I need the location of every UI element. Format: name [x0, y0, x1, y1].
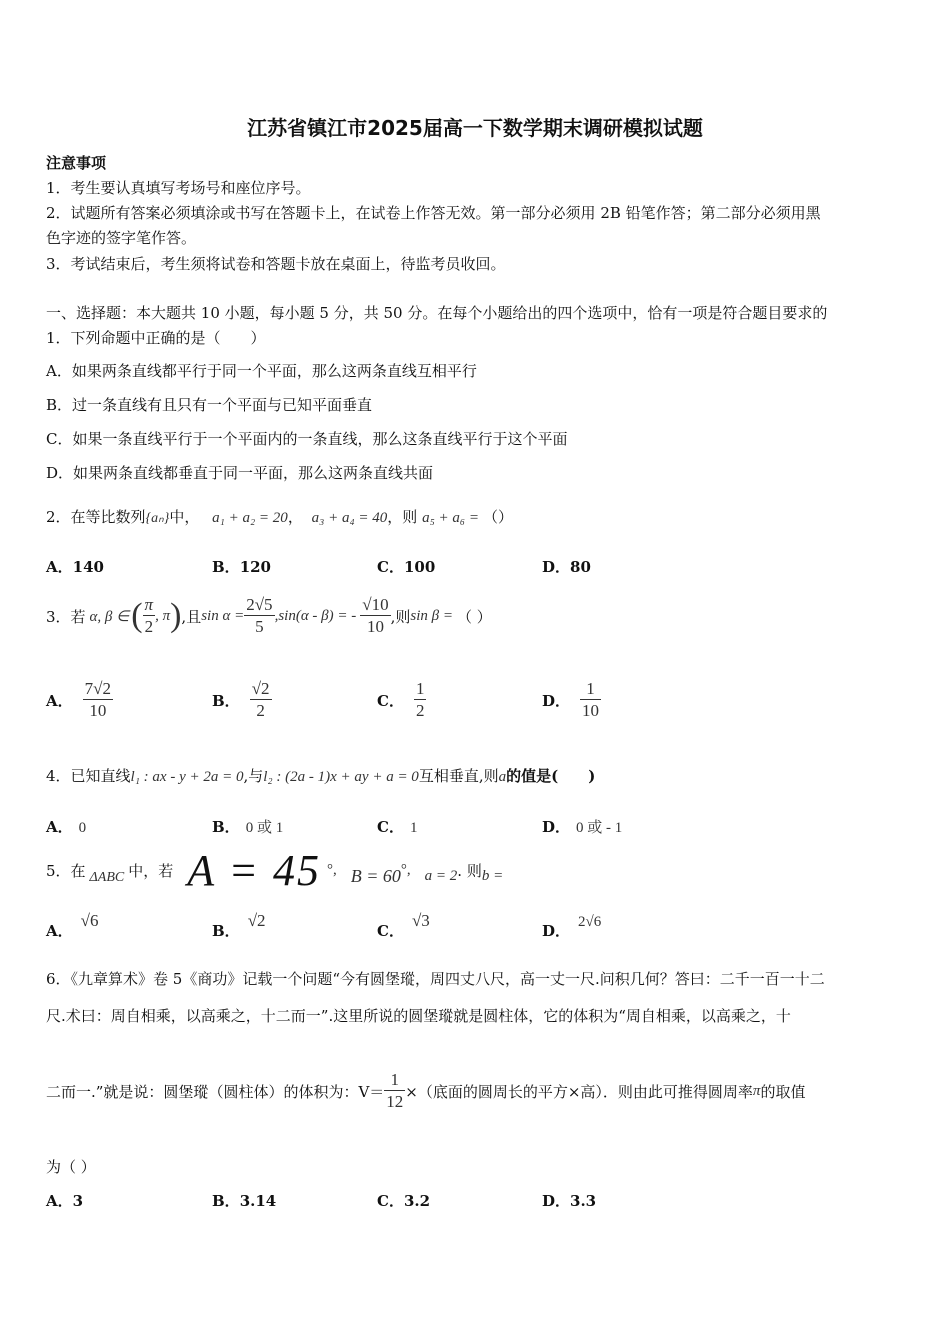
- notice-item-3: 3．考试结束后，考生须将试卷和答题卡放在桌面上，待监考员收回。: [46, 255, 506, 273]
- q3-fraction-2: $\frac{√10}{10}$: [362, 594, 389, 636]
- q6-line-3-c: 的取值: [760, 1082, 806, 1101]
- q4-line-2: l₂ : (2a - 1)x + ay + a = 0: [263, 769, 419, 785]
- q6-pi: π: [752, 1082, 761, 1099]
- q1-option-a: A．如果两条直线都平行于同一个平面，那么这两条直线互相平行: [46, 362, 477, 380]
- q2-eq3: a₅ + a₆ =: [422, 510, 480, 526]
- q4-line-1: l₁ : ax - y + 2a = 0: [130, 769, 244, 785]
- q6-line-3-b: ×（底面的圆周长的平方×高）．则由此可推得圆周率: [405, 1082, 753, 1101]
- q6-option-a: A．3: [46, 1192, 84, 1210]
- q5-deg-2: °,: [400, 861, 411, 878]
- q4-var: a: [498, 769, 507, 785]
- q6-line-3: [46, 1066, 805, 1116]
- q3-interval-tail: , π: [155, 607, 171, 624]
- q2-prefix: 2．在等比数列: [46, 508, 146, 526]
- q3-sin-alpha: sin α =: [201, 607, 245, 624]
- notice-item-1: 1．考生要认真填写考场号和座位序号。: [46, 179, 311, 197]
- q4-option-a: A． 0: [46, 818, 87, 836]
- q3-option-a: A． $\frac{7√2}{10}$: [46, 678, 111, 720]
- q2-paren: （）: [483, 508, 514, 526]
- notice-heading: 注意事项: [46, 154, 107, 172]
- q2-option-d: D．80: [542, 558, 591, 576]
- q2-option-c: C．100: [377, 558, 436, 576]
- q5-option-a: A．√6: [46, 911, 99, 940]
- q6-option-d: D．3.3: [542, 1192, 597, 1210]
- q4-option-b: B． 0 或 1: [212, 818, 284, 836]
- q2-option-a: A．140: [46, 558, 104, 576]
- q5-side-a: a = 2: [424, 867, 458, 884]
- q4-stem: [46, 758, 595, 795]
- q3-paren: （ ）: [457, 607, 492, 626]
- q3-condition: α, β ∈: [89, 608, 130, 625]
- page-title: 江苏省镇江市2025届高一下数学期末调研模拟试题: [247, 116, 703, 140]
- q2-mid2: ，则: [387, 508, 418, 526]
- q3-sin-beta: sin β =: [410, 607, 453, 624]
- q1-stem: 1．下列命题中正确的是（ ）: [46, 329, 266, 347]
- q5-deg-1: °,: [327, 861, 337, 878]
- q5-angle-a: A = 45: [187, 845, 322, 895]
- q1-option-d: D．如果两条直线都垂直于同一平面，那么这两条直线共面: [46, 464, 434, 482]
- q6-fraction: $\frac{1}{12}$: [386, 1069, 404, 1111]
- q2-stem: [46, 500, 513, 536]
- q2-eq2: a₃ + a₄ = 40: [311, 510, 388, 526]
- q3-then: ,则: [390, 607, 411, 626]
- q3-stem: 3．若 α, β ∈ ( $\frac{\pi}{2}$ , π ) ,且 sin α = $\frac{2√5}{5}$ ,sin(α - β) = - $\frac{√10}{10}$ ,则 sin β = （ ）: [46, 594, 492, 636]
- q4-option-c: C． 1: [377, 818, 418, 836]
- q5-angle-b: B = 60: [350, 865, 401, 886]
- q4-tail-2: 的值是( ): [506, 767, 596, 785]
- q5-option-c: C．√3: [377, 911, 430, 940]
- q3-and: ,且: [181, 607, 202, 626]
- q6-option-b: B．3.14: [212, 1192, 277, 1210]
- q6-line-3-a: 二而一.”就是说：圆堡瑽（圆柱体）的体积为：V＝: [46, 1082, 385, 1101]
- q4-with: ,与: [243, 767, 264, 785]
- q4-option-d: D． 0 或 - 1: [542, 818, 623, 836]
- q3-interval-fraction: $\frac{\pi}{2}$: [144, 594, 154, 636]
- q5-option-d: D． 2√6: [542, 914, 602, 940]
- q4-prefix: 4．已知直线: [46, 767, 131, 785]
- q5-mid: 中，若: [128, 861, 174, 880]
- q6-line-1: 6．《九章算术》卷 5《商功》记载一个问题“今有圆堡瑽，周四丈八尺，高一丈一尺.问积几何？答曰：二千一百一十二: [46, 970, 825, 988]
- q3-option-b: B． $\frac{√2}{2}$: [212, 678, 270, 720]
- notice-item-2: 2．试题所有答案必须填涂或书写在答题卡上，在试卷上作答无效。第一部分必须用 2B 铅笔作答；第二部分必须用黑: [46, 204, 821, 222]
- q5-option-b: B．√2: [212, 911, 266, 940]
- q5-side-b: b =: [481, 867, 504, 884]
- q3-option-c: C． $\frac{1}{2}$: [377, 678, 425, 720]
- notice-item-2-cont: 色字迹的签字笔作答。: [46, 229, 197, 247]
- q5-triangle: ΔABC: [89, 870, 125, 885]
- q3-fraction-1: $\frac{2√5}{5}$: [246, 594, 273, 636]
- q5-stem: [46, 846, 503, 894]
- q2-sequence: {aₙ}: [145, 511, 170, 526]
- q1-option-b: B．过一条直线有且只有一个平面与已知平面垂直: [46, 396, 373, 414]
- q6-option-c: C．3.2: [377, 1192, 431, 1210]
- q3-option-d: D． $\frac{1}{10}$: [542, 678, 600, 720]
- q3-prefix: 3．若: [46, 607, 86, 626]
- q2-mid1: 中，: [169, 508, 200, 526]
- q1-option-c: C．如果一条直线平行于一个平面内的一条直线，那么这条直线平行于这个平面: [46, 430, 568, 448]
- q3-sin-alpha-minus-beta: ,sin(α - β) = -: [274, 607, 357, 624]
- q6-line-2: 尺.术曰：周自相乘，以高乘之，十二而一”.这里所说的圆堡瑽就是圆柱体，它的体积为“周自相乘，以高乘之，十: [46, 1007, 791, 1025]
- q4-tail-1: 互相垂直,则: [418, 767, 499, 785]
- q2-option-b: B．120: [212, 558, 271, 576]
- q2-eq1: a₁ + a₂ = 20: [212, 510, 288, 526]
- q6-line-4: 为（ ）: [46, 1158, 96, 1176]
- q5-prefix: 5．在: [46, 861, 86, 880]
- q5-then: . 则: [457, 861, 482, 880]
- section-heading: 一、选择题：本大题共 10 小题，每小题 5 分，共 50 分。在每个小题给出的四个选项中，恰有一项是符合题目要求的: [46, 304, 828, 322]
- q2-comma: ，: [287, 508, 303, 526]
